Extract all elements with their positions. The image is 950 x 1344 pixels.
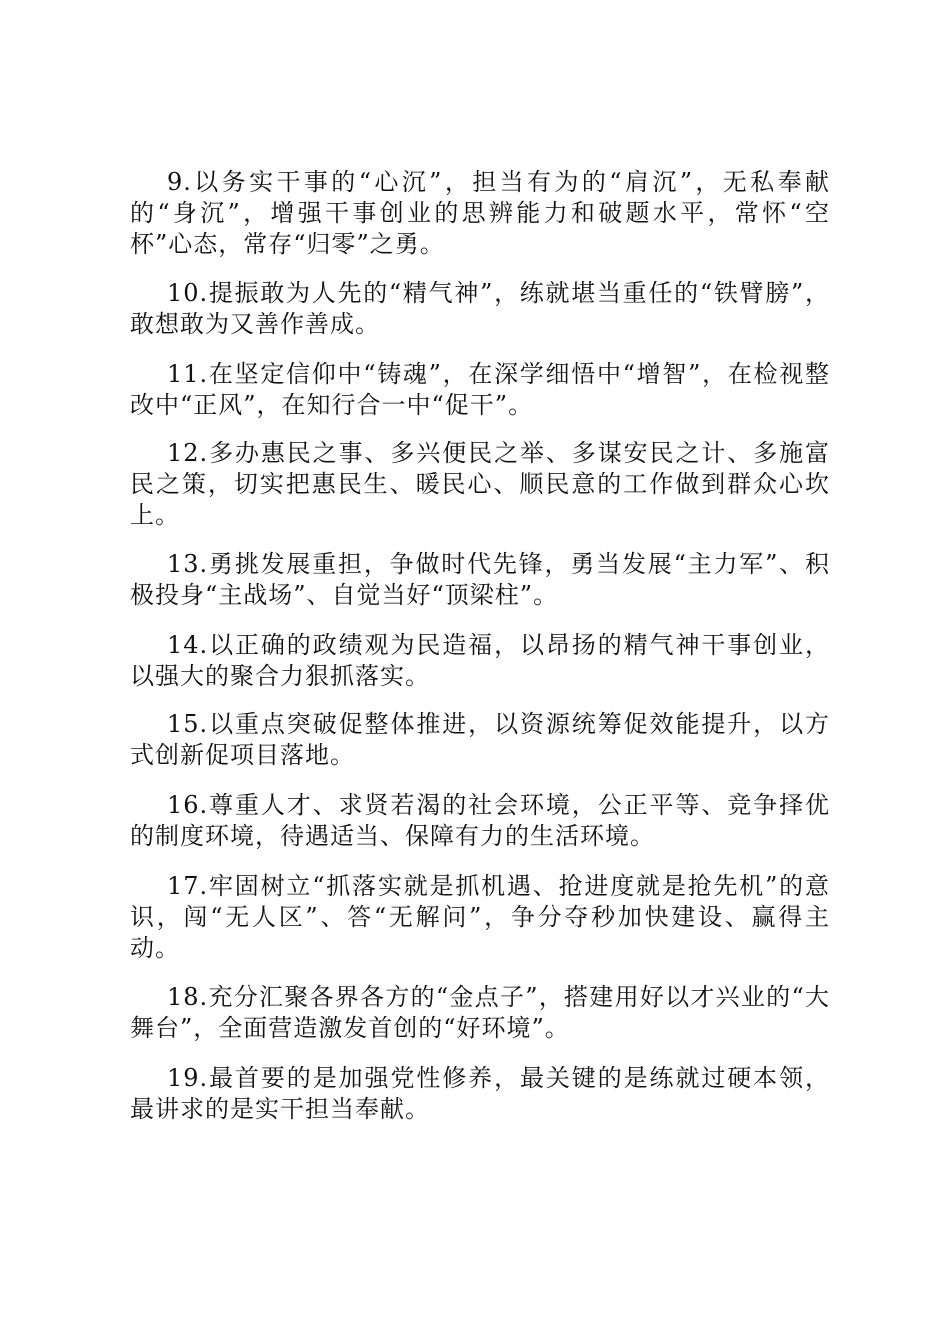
paragraph-13: 13.勇挑发展重担，争做时代先锋，勇当发展“主力军”、积极投身“主战场”、自觉当好“顶梁柱”。: [130, 550, 830, 609]
paragraph-19: 19.最首要的是加强党性修养，最关键的是练就过硬本领，最讲求的是实干担当奉献。: [130, 1064, 830, 1123]
paragraph-10: 10.提振敢为人先的“精气神”，练就堪当重任的“铁臂膀”，敢想敢为又善作善成。: [130, 279, 830, 338]
paragraph-17: 17.牢固树立“抓落实就是抓机遇、抢进度就是抢先机”的意识，闯“无人区”、答“无解问”，争分夺秒加快建设、赢得主动。: [130, 872, 830, 962]
paragraph-15: 15.以重点突破促整体推进，以资源统筹促效能提升，以方式创新促项目落地。: [130, 710, 830, 769]
paragraph-11: 11.在坚定信仰中“铸魂”，在深学细悟中“增智”，在检视整改中“正风”，在知行合一中“促干”。: [130, 360, 830, 419]
paragraph-16: 16.尊重人才、求贤若渴的社会环境，公正平等、竞争择优的制度环境，待遇适当、保障有力的生活环境。: [130, 791, 830, 850]
paragraph-18: 18.充分汇聚各界各方的“金点子”，搭建用好以才兴业的“大舞台”，全面营造激发首创的“好环境”。: [130, 983, 830, 1042]
paragraph-12: 12.多办惠民之事、多兴便民之举、多谋安民之计、多施富民之策，切实把惠民生、暖民心、顺民意的工作做到群众心坎上。: [130, 439, 830, 529]
paragraph-9: 9.以务实干事的“心沉”，担当有为的“肩沉”，无私奉献的“身沉”，增强干事创业的思辨能力和破题水平，常怀“空杯”心态，常存“归零”之勇。: [130, 168, 830, 258]
paragraph-14: 14.以正确的政绩观为民造福，以昂扬的精气神干事创业，以强大的聚合力狠抓落实。: [130, 631, 830, 690]
